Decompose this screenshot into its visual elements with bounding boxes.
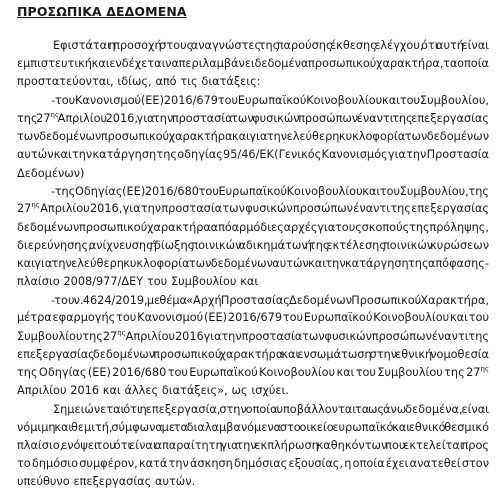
body-line: νόμιμη και θεμιτή, σύμφωνα με τα διαλαμβανόμενα στο οικείο ευρωπαϊκό και εθνικό θεσμικό — [17, 421, 489, 434]
body-line: Δεδομένων) — [17, 167, 85, 180]
body-line: Εφιστάται η προσοχή στους αναγνώστες της παρούσης έκθεσης ελέγχου, ότι αυτή είναι — [53, 39, 489, 52]
body-line: - του ν. 4624/2019, με θέμα «Αρχή Προστασίας Δεδομένων Προσωπικού Χαρακτήρα, — [51, 294, 489, 307]
body-line: $27^{\eta\varsigma}$ Απριλίου 2016, για την προστασία των φυσικών προσώπων έναντι της επεξεργασίας — [17, 201, 489, 215]
body-line: εμπιστευτική και ενδέχεται να περιλαμβάνει δεδομένα προσωπικού χαρακτήρα, τα οποία — [17, 57, 489, 70]
body-line: - του Κανονισμού (ΕΕ) 2016/679 του Ευρωπαϊκού Κοινοβουλίου και του Συμβουλίου, — [51, 94, 489, 107]
body-line: δεδομένων προσωπικού χαρακτήρα από αρμόδιες αρχές για τους σκοπούς της πρόληψης, — [17, 221, 489, 234]
body-line: επεξεργασίας δεδομένων προσωπικού χαρακτήρα και ενσωμάτωση στην εθνική νομοθεσία — [17, 348, 489, 361]
body-line: της Οδηγίας (ΕΕ) 2016/680 του Ευρωπαϊκού Κοινοβουλίου και του Συμβουλίου της $27^{\eta\varsigma}$ — [17, 365, 489, 379]
body-line: - της Οδηγίας (ΕΕ) 2016/680 του Ευρωπαϊκού Κοινοβουλίου και του Συμβουλίου, της — [51, 185, 489, 198]
body-line: Απριλίου 2016 και άλλες διατάξεις», ως ισχύει. — [17, 384, 289, 397]
body-line: Συμβουλίου της $27^{\eta\varsigma}$ Απριλίου 2016 για την προστασία των φυσικών προσώπων έναντι της — [17, 329, 489, 343]
document-title: ΠΡΟΣΩΠΙΚΑ ΔΕΔΟΜΕΝΑ — [17, 4, 187, 19]
body-line: προστατεύονται, ιδίως, από τις διατάξεις: — [17, 75, 261, 88]
body-line: υπεύθυνο επεξεργασίας αυτών. — [17, 475, 196, 488]
body-line: το δημόσιο συμφέρον, κατά την άσκηση δημόσιας εξουσίας, η οποία έχει ανατεθεί στον — [17, 457, 489, 470]
body-line: Σημειώνεται ότι η επεξεργασία, στην οποία υποβάλλονται τα ως άνω δεδομένα, είναι — [53, 403, 489, 416]
body-line: πλαίσιο, ενόψει του ότι είναι απαραίτητη για την εκπλήρωση καθηκόντων που εκτελείται προς — [17, 439, 489, 452]
body-line: και για την ελεύθερη κυκλοφορία των δεδομένων αυτών και την κατάργηση της απόφασης- — [17, 257, 489, 270]
body-line: αυτών και την κατάργηση της οδηγίας 95/46/ΕΚ (Γενικός Κανονισμός για την Προστασία — [17, 148, 489, 161]
body-line: των δεδομένων προσωπικού χαρακτήρα και για την ελεύθερη κυκλοφορία των δεδομένων — [17, 130, 489, 143]
body-line: πλαίσιο 2008/977/ΔΕΥ του Συμβουλίου και — [17, 275, 259, 288]
body-line: της $27^{\eta\varsigma}$ Απριλίου 2016, για την προστασία των φυσικών προσώπων έναντι της επεξεργασίας — [17, 111, 489, 125]
body-line: μέτρα εφαρμογής του Κανονισμού (ΕΕ) 2016/679 του Ευρωπαϊκού Κοινοβουλίου και του — [17, 311, 489, 324]
body-line: διερεύνησης, ανίχνευσης ή δίωξης ποινικών αδικημάτων ή της εκτέλεσης ποινικών κυρώσεων — [17, 239, 489, 252]
